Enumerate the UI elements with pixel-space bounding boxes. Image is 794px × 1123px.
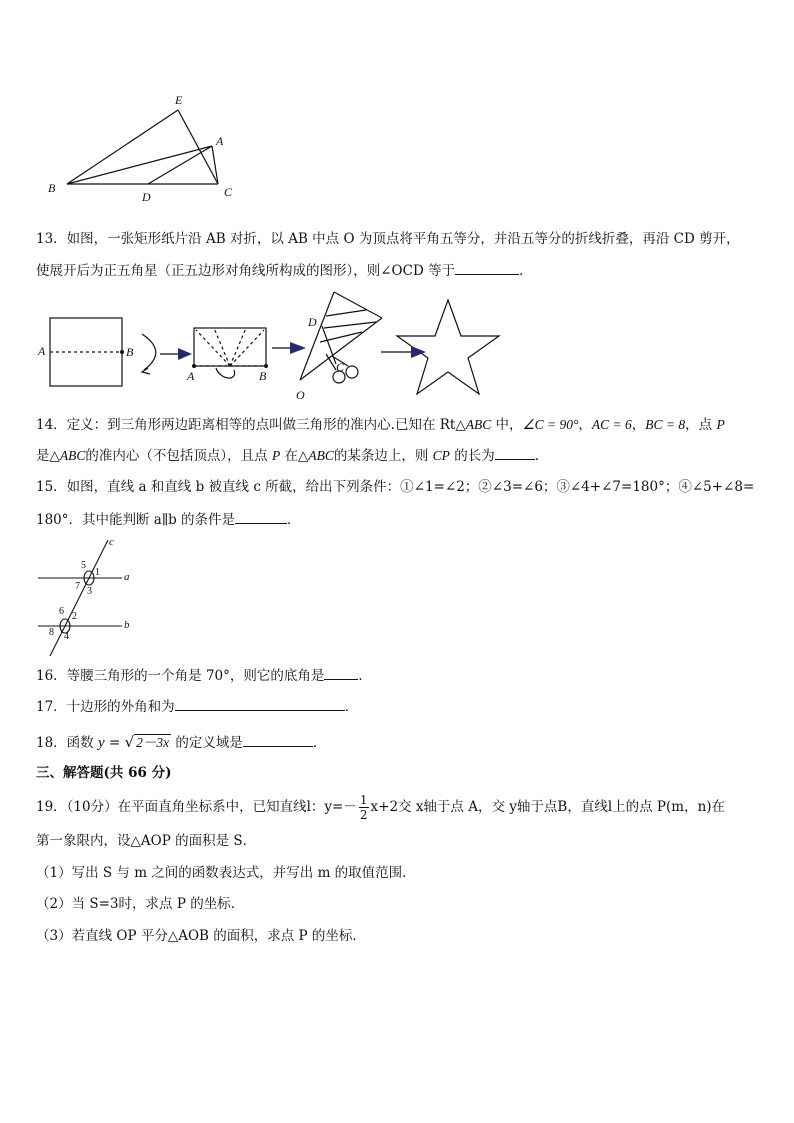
q18-answer-blank (243, 733, 313, 747)
fig15-angle-3: 3 (87, 586, 92, 597)
q16-line (36, 666, 372, 685)
fig13-label-B2: B (259, 369, 267, 383)
q19-frac-num: 1 (359, 793, 368, 807)
q18-period: ． (312, 735, 327, 751)
fig15-angle-6: 6 (59, 606, 64, 617)
q14-abc-3: ABC (308, 448, 334, 463)
q14-answer-blank (495, 446, 535, 460)
q14-abc-2: ABC (59, 448, 86, 463)
q14-text-1: 14．定义：到三角形两边距离相等的点叫做三角形的准内心.已知在 Rt△ (36, 417, 466, 433)
q14-point-p: P (716, 417, 725, 432)
fig15-label-a: a (124, 571, 130, 583)
q19-line2: 第一象限内，设△AOP 的面积是 S． (36, 833, 257, 849)
q14-period: . (534, 448, 540, 464)
q19-line1 (36, 793, 725, 822)
q14-text-7: 的某条边上，则 (333, 448, 433, 464)
q17-answer-blank (175, 697, 345, 711)
q14-text-4: 是△ (36, 448, 60, 464)
fig13-label-C: C (336, 360, 345, 374)
q14-text-3: ，点 (685, 417, 717, 433)
q14-line1: 14．定义：到三角形两边距离相等的点叫做三角形的准内心.已知在 Rt△ABC 中，∠C = 90°，AC = 6，BC = 8，点 P (36, 417, 725, 433)
q18-sqrt-arg: 2－3x (136, 735, 170, 750)
fig15-label-b: b (124, 619, 130, 631)
section-title: 三、解答题(共 66 分) (36, 765, 172, 781)
q17-line (36, 697, 358, 716)
q14-ac: AC = 6 (591, 417, 632, 432)
q19-frac-den: 2 (359, 808, 368, 822)
q19-text-2: x+2交 x轴于点 A，交 y轴于点B，直线l上的点 P(m，n)在 (370, 799, 726, 815)
fig15-angle-7: 7 (75, 581, 80, 592)
q14-text-8: 的长为 (449, 448, 495, 464)
q15-period: ． (287, 512, 301, 528)
q18-text-2: 的定义域是 (171, 735, 243, 751)
q13-answer-blank (455, 261, 519, 275)
label-B: B (48, 181, 56, 195)
q17-text: 17．十边形的外角和为 (36, 699, 175, 715)
sqrt-icon: √ (124, 733, 135, 751)
q16-answer-blank (324, 666, 358, 680)
q14-text-6: 在△ (280, 448, 309, 464)
label-E: E (175, 93, 183, 107)
q14-text-2: 中， (491, 417, 523, 433)
fig13-label-B1: B (126, 345, 134, 359)
q19-sub3: （3）若直线 OP 平分△AOB 的面积，求点 P 的坐标． (36, 928, 366, 944)
q13-line1: 13．如图，一张矩形纸片沿 AB 对折，以 AB 中点 O 为顶点将平角五等分，并沿五等分的折线折叠，再沿 CD 剪开， (36, 231, 740, 247)
q18-eq: = (104, 735, 125, 751)
fig15-angle-5: 5 (81, 560, 86, 571)
fig15-angle-1: 1 (95, 567, 100, 578)
q17-period: ． (344, 699, 359, 715)
q14-line2 (36, 446, 539, 465)
fig13-label-A2: A (187, 369, 195, 383)
q14-angle-c: ∠C = 90° (522, 417, 579, 432)
label-C: C (224, 185, 233, 199)
q18-y: y (97, 735, 105, 751)
q14-point-p-2: P (271, 448, 281, 463)
q19-sub1: （1）写出 S 与 m 之间的函数表达式，并写出 m 的取值范围． (36, 865, 416, 881)
fig13-label-O: O (296, 388, 305, 402)
q19-sub2: （2）当 S=3时，求点 P 的坐标． (36, 896, 245, 912)
q14-bc: BC = 8 (645, 417, 686, 432)
q15-answer-blank (235, 510, 287, 524)
label-A: A (216, 134, 224, 148)
q14-abc: ABC (465, 417, 492, 432)
fig13-label-A1: A (38, 344, 46, 358)
q15-line1: 15．如图，直线 a 和直线 b 被直线 c 所截，给出下列条件：①∠1=∠2；②∠3=∠6；③∠4+∠7=180°；④∠5+∠8= (36, 479, 755, 495)
fig13-label-D: D (308, 315, 317, 329)
fig15-angle-8: 8 (49, 627, 54, 638)
q18-line (36, 733, 326, 752)
q18-text: 18．函数 (36, 735, 98, 751)
q14-text-5: 的准内心（不包括顶点），且点 (85, 448, 272, 464)
fig15-label-c: c (109, 536, 114, 548)
q13-period: ． (519, 263, 533, 279)
folding-figure (36, 288, 506, 400)
q13-text: 使展开后为正五角星（正五边形对角线所构成的图形），则∠OCD 等于 (36, 263, 456, 279)
q13-line2 (36, 261, 533, 280)
fig15-angle-4: 4 (64, 631, 69, 642)
q15-line2 (36, 510, 301, 529)
q19-fraction (359, 793, 369, 822)
q14-cp: CP (432, 448, 450, 463)
parallel-lines-figure (36, 536, 146, 660)
label-D: D (142, 190, 151, 204)
q16-period: ． (358, 668, 372, 684)
q16-text: 16．等腰三角形的一个角是 70°，则它的底角是 (36, 668, 325, 684)
fig15-angle-2: 2 (72, 611, 77, 622)
q19-text-1: 19．（10分）在平面直角坐标系中，已知直线l：y=－ (36, 799, 357, 815)
q15-text: 180°．其中能判断 a∥b 的条件是 (36, 512, 236, 528)
